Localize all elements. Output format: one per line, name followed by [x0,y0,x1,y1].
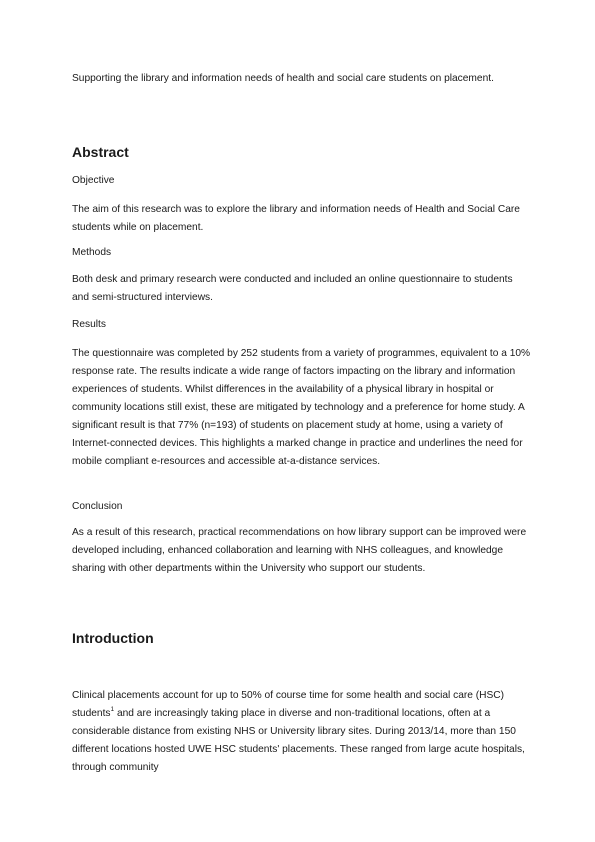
results-heading: Results [72,319,106,330]
methods-heading: Methods [72,247,112,258]
introduction-text [72,687,532,777]
abstract-heading: Abstract [72,144,129,160]
reference-superscript: 1 [110,706,115,713]
methods-text: Both desk and primary research were conducted and included an online questionnaire to students and semi-structured interviews. [72,274,513,303]
objective-heading: Objective [72,175,115,186]
results-text: The questionnaire was completed by 252 students from a variety of programmes, equivalent to a 10% response rate. The results indicate a wide range of factors impacting on the library and information experiences of students. Whilst differences in the availability of a physical library in hospital or community locations still exist, these are mitigated by technology and a preference for home study. A significant result is that 77% (n=193) of students on placement study at home, using a variety of Internet-connected devices. This highlights a marked change in practice and underlines the need for mobile compliant e-resources and accessible at-a-distance services. [72,348,531,467]
paper-title: Supporting the library and information needs of health and social care students on placement. [72,73,494,84]
conclusion-text: As a result of this research, practical recommendations on how library support can be improved were developed including, enhanced collaboration and learning with NHS colleagues, and knowledge sharing with other departments within the University who support our students. [72,527,527,574]
introduction-text-part1: Clinical placements account for up to 50% of course time for some health and social care (HSC) students [72,690,505,719]
introduction-heading: Introduction [72,630,154,646]
objective-text: The aim of this research was to explore the library and information needs of Health and Social Care students while on placement. [72,204,520,233]
introduction-text-part2: and are increasingly taking place in diverse and non-traditional locations, often at a considerable distance from existing NHS or University library sites. During 2013/14, more than 150 different locations hosted UWE HSC students' placements. These ranged from large acute hospitals, through community [72,708,525,773]
conclusion-heading: Conclusion [72,501,123,512]
